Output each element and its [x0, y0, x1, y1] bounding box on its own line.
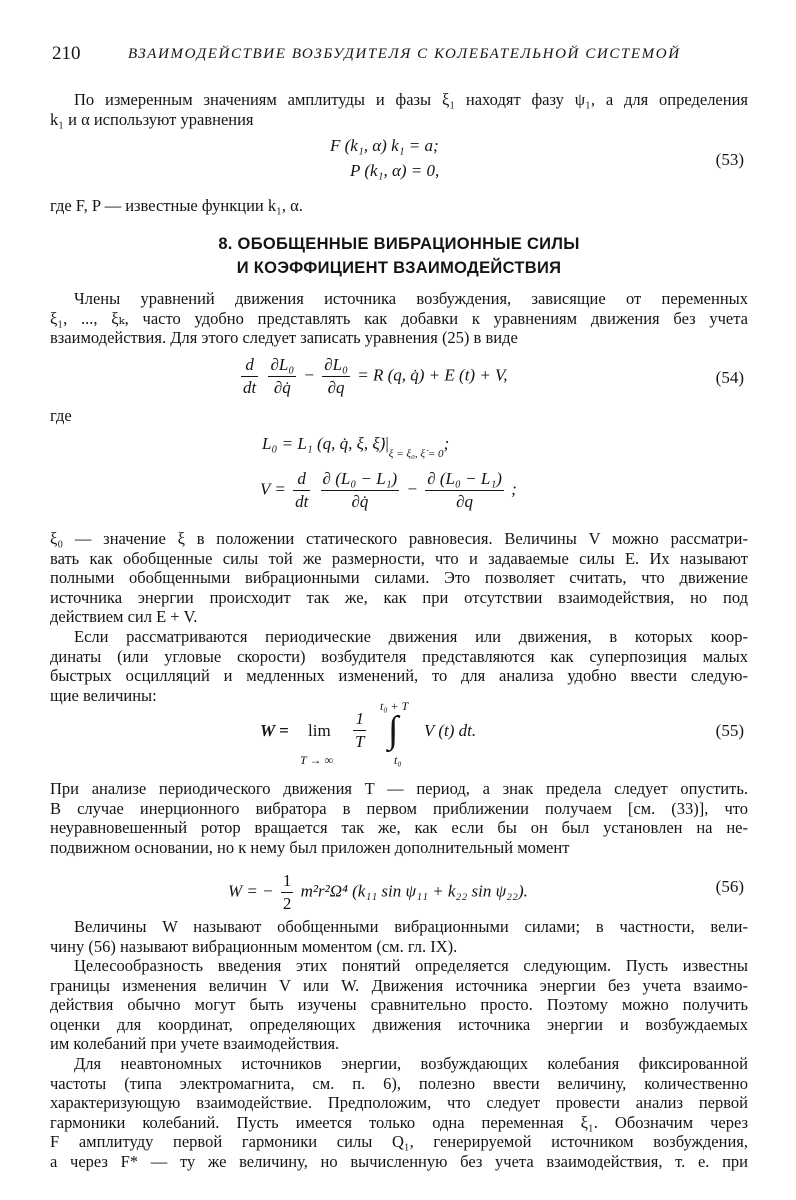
paragraph-5 [50, 917, 748, 956]
integral-sign: ∫ [388, 709, 399, 751]
text-line: k₁ и α используют уравнения [50, 109, 254, 129]
text-line: F амплитуду первой гармоники силы Q₁, генерируемой источником возбуждения, [50, 1132, 748, 1151]
text-line: им колебаний при учете взаимодействия. [50, 1034, 340, 1053]
text-line: действием сил E + V. [50, 607, 198, 626]
text-line: Для неавтономных источников энергии, возбуждающих колебания фиксированной [74, 1054, 748, 1073]
section-title-line-1: 8. ОБОБЩЕННЫЕ ВИБРАЦИОННЫЕ СИЛЫ [218, 235, 580, 253]
equation-53-line-1: F (k₁, α) k₁ = a; [330, 136, 439, 155]
equation-number-53: (53) [715, 150, 744, 169]
text-line: частоты (типа электромагнита, см. п. 6), полезно ввести величину, количественно [50, 1073, 748, 1093]
text-line: ξ₀ — значение ξ в положении статического равновесия. Величины V можно рассматри- [50, 529, 748, 548]
page-header [50, 43, 748, 67]
intro-paragraph [50, 90, 748, 129]
text-line: щие величины: [50, 685, 157, 705]
equation-53-line-2: P (k₁, α) = 0, [350, 161, 440, 180]
text-line: вать как обобщенные силы той же размерности, что и задаваемые силы E. Их называют [50, 548, 748, 568]
equation-54: $\frac{d}{dt}$ $\frac{\text{∂L₀}}{\partial q̇}$ − $\frac{\text{∂L₀}}{\partial q}$ = R (q, q̇) + E (t) + V, [243, 355, 508, 397]
running-title: ВЗАИМОДЕЙСТВИЕ ВОЗБУДИТЕЛЯ С КОЛЕБАТЕЛЬНОЙ СИСТЕМОЙ [128, 46, 681, 62]
paragraph-7 [50, 1054, 748, 1171]
where-label: где [50, 406, 72, 425]
text-line: взаимодействия. Для этого следует записать уравнения (25) в виде [50, 328, 518, 347]
text-line: действия обычно могут быть изучены сравнительно просто. Поэтому можно получить [50, 995, 748, 1014]
paragraph-2 [50, 529, 748, 627]
equation-number-54: (54) [715, 368, 744, 387]
text-line: Целесообразность введения этих понятий определяется следующим. Пусть известны [74, 956, 748, 975]
text-line: неуравновешенный ротор вращается так же, как если бы он был установлен на не- [50, 818, 748, 837]
text-line: границы изменения величин V или W. Движения источника энергии без учета взаимо- [50, 975, 748, 995]
text-line: характеризующую взаимодействие. Предположим, что следует провести анализ первой [50, 1093, 748, 1112]
text-line: быстрых осцилляций и медленных изменений, то для анализа удобно ввести следую- [50, 666, 748, 685]
text-line: По измеренным значениям амплитуды и фазы ξ₁ находят фазу ψ₁, а для определения [74, 90, 748, 109]
paragraph-4 [50, 779, 748, 857]
text-line: чину (56) называют вибрационным моментом (см. гл. IX). [50, 936, 458, 956]
text-line: гармоники колебаний. Пусть имеется только одна переменная ξ₁. Обозначим через [50, 1112, 748, 1132]
text-line: Члены уравнений движения источника возбуждения, зависящие от переменных [74, 289, 748, 308]
text-line: Величины W называют обобщенными вибрационными силами; в частности, вели- [74, 917, 748, 936]
paragraph-3 [50, 627, 748, 705]
text-line: В случае инерционного вибратора в первом приближении получаем [см. (33)], что [50, 798, 748, 818]
paragraph-6 [50, 956, 748, 1054]
equation-number-55: (55) [715, 721, 744, 740]
page-number: 210 [52, 43, 81, 64]
text-line: подвижном основании, но к нему был приложен дополнительный момент [50, 837, 570, 857]
definition-v: V = $\frac{d}{dt}$ $\frac{\text{∂ (L₀ − L₁)}}{\partial q̇}$ − $\frac{\text{∂ (L₀ − L₁)}}{\partial q}$ ; [260, 469, 517, 511]
text-line: Если рассматриваются периодические движения или движения, в которых коор- [74, 627, 748, 646]
text-line: ξ₁, ..., ξₖ, часто удобно представлять как добавки к уравнениям движения без учета [50, 308, 748, 328]
section-title-line-2: И КОЭФФИЦИЕНТ ВЗАИМОДЕЙСТВИЯ [236, 259, 562, 277]
text-line: динаты (или угловые скорости) возбудителя представляются как суперпозиция малых [50, 646, 748, 666]
equation-number-56: (56) [715, 877, 744, 896]
text-line: При анализе периодического движения T — период, а знак предела следует опустить. [50, 779, 748, 798]
definition-l0: L₀ = L₁ (q, q̇, ξ, $\xi̇)|_{\xi = \xi_0, \xi̇ = 0}$; [262, 434, 450, 460]
text-line: оценки для координат, определяющих движения источника энергии и возбуждаемых [50, 1014, 748, 1034]
text-line: источника энергии происходит так же, как при отсутствии взаимодействия, но под [50, 587, 748, 607]
after-eq53-text: где F, P — известные функции k₁, α. [50, 196, 303, 215]
equation-56: W = − $\frac{1}{2}$ m²r²Ω⁴ (k₁₁ sin ψ₁₁ + k₂₂ sin ψ₂₂). [228, 871, 528, 913]
text-line: а через F* — ту же величину, но вычисленную без учета взаимодействия, т. е. при [50, 1151, 748, 1171]
paragraph-1 [50, 289, 748, 348]
text-line: полными обобщенными вибрационными силами. Это позволяет считать, что движение [50, 568, 748, 587]
